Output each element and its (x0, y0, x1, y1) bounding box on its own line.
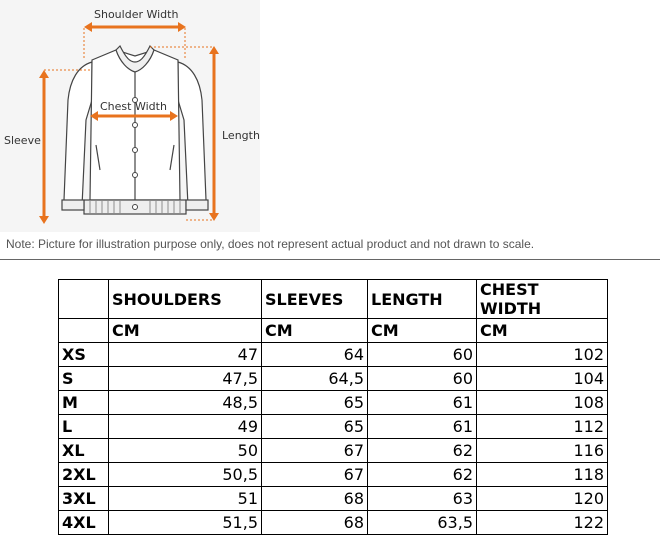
table-row (59, 439, 608, 463)
size-label: M (59, 391, 109, 415)
unit-cell: CM (477, 319, 608, 343)
measurement-cell: 47,5 (109, 367, 262, 391)
header-shoulders: SHOULDERS (109, 280, 262, 319)
measurement-cell: 118 (477, 463, 608, 487)
jacket-illustration (0, 0, 260, 232)
measurement-cell: 61 (368, 415, 477, 439)
measurement-cell: 62 (368, 439, 477, 463)
table-row (59, 391, 608, 415)
header-row (59, 280, 608, 319)
measurement-cell: 64,5 (262, 367, 368, 391)
measurement-cell: 63 (368, 487, 477, 511)
chest-width-label: Chest Width (100, 100, 167, 113)
measurement-cell: 63,5 (368, 511, 477, 535)
header-length: LENGTH (368, 280, 477, 319)
measurement-cell: 116 (477, 439, 608, 463)
header-chest-width: CHEST WIDTH (477, 280, 608, 319)
size-label: 3XL (59, 487, 109, 511)
measurement-cell: 50 (109, 439, 262, 463)
table-row (59, 511, 608, 535)
measurement-cell: 48,5 (109, 391, 262, 415)
measurement-cell: 60 (368, 343, 477, 367)
table-row (59, 463, 608, 487)
table-row (59, 415, 608, 439)
measurement-cell: 102 (477, 343, 608, 367)
size-label: 4XL (59, 511, 109, 535)
measurement-cell: 65 (262, 391, 368, 415)
jacket-icon (62, 46, 208, 214)
jacket-diagram (0, 0, 260, 232)
measurement-cell: 47 (109, 343, 262, 367)
unit-cell: CM (109, 319, 262, 343)
measurement-cell: 64 (262, 343, 368, 367)
unit-row (59, 319, 608, 343)
size-label: XS (59, 343, 109, 367)
measurement-cell: 61 (368, 391, 477, 415)
table-row (59, 487, 608, 511)
measurement-cell: 122 (477, 511, 608, 535)
measurement-cell: 51 (109, 487, 262, 511)
disclaimer-note: Note: Picture for illustration purpose only, does not represent actual product and not drawn to scale. (6, 237, 535, 251)
table-row (59, 343, 608, 367)
measurement-cell: 51,5 (109, 511, 262, 535)
measurement-cell: 120 (477, 487, 608, 511)
size-label: S (59, 367, 109, 391)
shoulder-width-label: Shoulder Width (94, 8, 179, 21)
table-row (59, 367, 608, 391)
sleeve-label: Sleeve (4, 134, 41, 147)
length-label: Length (222, 129, 260, 142)
size-label: XL (59, 439, 109, 463)
measurement-cell: 108 (477, 391, 608, 415)
measurement-cell: 68 (262, 487, 368, 511)
measurement-cell: 49 (109, 415, 262, 439)
unit-cell: CM (262, 319, 368, 343)
measurement-cell: 60 (368, 367, 477, 391)
measurement-cell: 65 (262, 415, 368, 439)
unit-cell: CM (368, 319, 477, 343)
measurement-cell: 104 (477, 367, 608, 391)
measurement-cell: 67 (262, 439, 368, 463)
size-label: 2XL (59, 463, 109, 487)
size-chart-table (58, 279, 608, 535)
header-sleeves: SLEEVES (262, 280, 368, 319)
measurement-cell: 67 (262, 463, 368, 487)
header-cell (59, 280, 109, 319)
size-label: L (59, 415, 109, 439)
divider (0, 259, 660, 260)
unit-cell (59, 319, 109, 343)
measurement-cell: 68 (262, 511, 368, 535)
measurement-cell: 50,5 (109, 463, 262, 487)
measurement-cell: 62 (368, 463, 477, 487)
measurement-cell: 112 (477, 415, 608, 439)
